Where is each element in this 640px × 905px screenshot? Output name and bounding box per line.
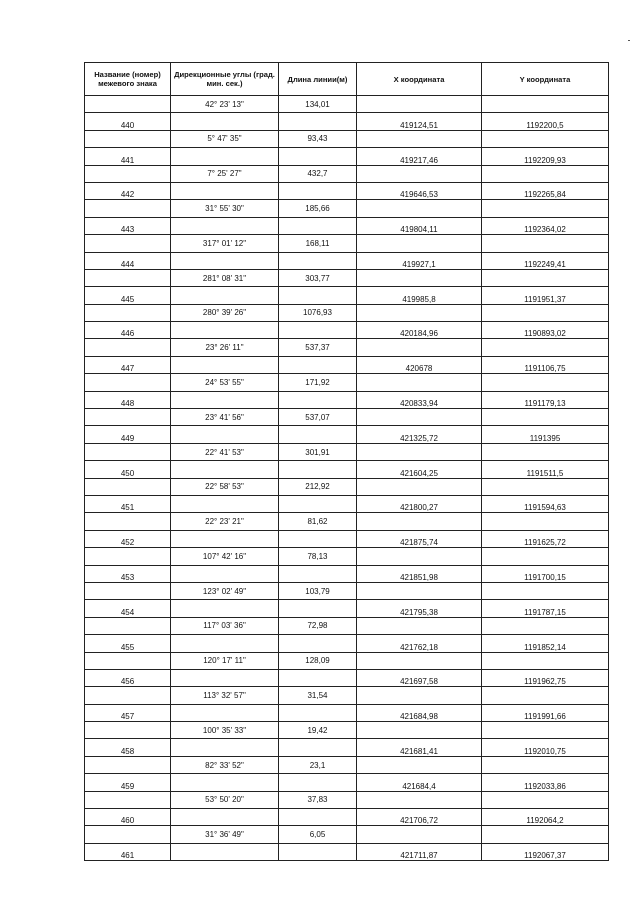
- point-name-cell: 456: [85, 669, 171, 686]
- point-name-cell: 452: [85, 530, 171, 547]
- point-name-cell: 458: [85, 739, 171, 756]
- line-length-cell: 23,1: [279, 756, 357, 773]
- empty-cell: [482, 200, 609, 217]
- point-name-cell: 459: [85, 774, 171, 791]
- empty-cell: [279, 322, 357, 339]
- header-x-coordinate: X координата: [357, 63, 482, 96]
- point-name-cell: 454: [85, 600, 171, 617]
- point-name-cell: 455: [85, 635, 171, 652]
- segment-row: [85, 235, 609, 252]
- direction-angle-cell: 100° 35' 33": [171, 722, 279, 739]
- empty-cell: [279, 356, 357, 373]
- x-coordinate-cell: 419124,51: [357, 113, 482, 130]
- empty-cell: [482, 756, 609, 773]
- empty-cell: [171, 843, 279, 860]
- empty-cell: [279, 461, 357, 478]
- x-coordinate-cell: 420184,96: [357, 322, 482, 339]
- empty-cell: [85, 687, 171, 704]
- empty-cell: [85, 478, 171, 495]
- empty-cell: [482, 826, 609, 843]
- empty-cell: [279, 704, 357, 721]
- direction-angle-cell: 31° 55' 30": [171, 200, 279, 217]
- table-body: [85, 96, 609, 861]
- y-coordinate-cell: 1191106,75: [482, 356, 609, 373]
- empty-cell: [482, 304, 609, 321]
- segment-row: [85, 443, 609, 460]
- segment-row: [85, 130, 609, 147]
- empty-cell: [482, 409, 609, 426]
- point-name-cell: 450: [85, 461, 171, 478]
- segment-row: [85, 513, 609, 530]
- empty-cell: [357, 617, 482, 634]
- direction-angle-cell: 22° 58' 53": [171, 478, 279, 495]
- point-name-cell: 449: [85, 426, 171, 443]
- empty-cell: [85, 548, 171, 565]
- x-coordinate-cell: 421681,41: [357, 739, 482, 756]
- point-row: [85, 774, 609, 791]
- y-coordinate-cell: 1192364,02: [482, 217, 609, 234]
- direction-angle-cell: 22° 41' 53": [171, 443, 279, 460]
- header-y-coordinate: Y координата: [482, 63, 609, 96]
- empty-cell: [85, 722, 171, 739]
- segment-row: [85, 374, 609, 391]
- empty-cell: [85, 165, 171, 182]
- y-coordinate-cell: 1191625,72: [482, 530, 609, 547]
- segment-row: [85, 687, 609, 704]
- line-length-cell: 103,79: [279, 582, 357, 599]
- empty-cell: [85, 96, 171, 113]
- point-name-cell: 453: [85, 565, 171, 582]
- x-coordinate-cell: 421711,87: [357, 843, 482, 860]
- empty-cell: [171, 669, 279, 686]
- empty-cell: [85, 304, 171, 321]
- direction-angle-cell: 113° 32' 57": [171, 687, 279, 704]
- point-name-cell: 457: [85, 704, 171, 721]
- point-row: [85, 669, 609, 686]
- point-row: [85, 287, 609, 304]
- point-name-cell: 442: [85, 182, 171, 199]
- empty-cell: [171, 148, 279, 165]
- empty-cell: [171, 356, 279, 373]
- empty-cell: [357, 200, 482, 217]
- segment-row: [85, 791, 609, 808]
- direction-angle-cell: 123° 02' 49": [171, 582, 279, 599]
- empty-cell: [357, 96, 482, 113]
- direction-angle-cell: 24° 53' 55": [171, 374, 279, 391]
- y-coordinate-cell: 1190893,02: [482, 322, 609, 339]
- empty-cell: [85, 130, 171, 147]
- point-name-cell: 445: [85, 287, 171, 304]
- empty-cell: [171, 739, 279, 756]
- y-coordinate-cell: 1191179,13: [482, 391, 609, 408]
- x-coordinate-cell: 420678: [357, 356, 482, 373]
- empty-cell: [279, 391, 357, 408]
- direction-angle-cell: 5° 47' 35": [171, 130, 279, 147]
- empty-cell: [482, 96, 609, 113]
- y-coordinate-cell: 1192200,5: [482, 113, 609, 130]
- empty-cell: [279, 635, 357, 652]
- x-coordinate-cell: 421706,72: [357, 809, 482, 826]
- empty-cell: [85, 200, 171, 217]
- empty-cell: [171, 426, 279, 443]
- x-coordinate-cell: 421795,38: [357, 600, 482, 617]
- empty-cell: [171, 600, 279, 617]
- point-row: [85, 565, 609, 582]
- line-length-cell: 537,37: [279, 339, 357, 356]
- empty-cell: [171, 495, 279, 512]
- point-row: [85, 530, 609, 547]
- point-row: [85, 252, 609, 269]
- point-row: [85, 635, 609, 652]
- empty-cell: [85, 791, 171, 808]
- x-coordinate-cell: 421851,98: [357, 565, 482, 582]
- empty-cell: [357, 339, 482, 356]
- empty-cell: [85, 443, 171, 460]
- empty-cell: [357, 409, 482, 426]
- segment-row: [85, 409, 609, 426]
- x-coordinate-cell: 421325,72: [357, 426, 482, 443]
- empty-cell: [357, 443, 482, 460]
- empty-cell: [482, 722, 609, 739]
- y-coordinate-cell: 1191962,75: [482, 669, 609, 686]
- header-direction-angle: Дирекционные углы (град. мин. сек.): [171, 63, 279, 96]
- empty-cell: [171, 391, 279, 408]
- empty-cell: [171, 461, 279, 478]
- empty-cell: [482, 269, 609, 286]
- empty-cell: [279, 774, 357, 791]
- direction-angle-cell: 31° 36' 49": [171, 826, 279, 843]
- empty-cell: [279, 565, 357, 582]
- empty-cell: [279, 148, 357, 165]
- line-length-cell: 6,05: [279, 826, 357, 843]
- direction-angle-cell: 120° 17' 11": [171, 652, 279, 669]
- y-coordinate-cell: 1191852,14: [482, 635, 609, 652]
- x-coordinate-cell: 421697,58: [357, 669, 482, 686]
- empty-cell: [85, 756, 171, 773]
- empty-cell: [279, 669, 357, 686]
- y-coordinate-cell: 1192209,93: [482, 148, 609, 165]
- point-row: [85, 739, 609, 756]
- x-coordinate-cell: 419985,8: [357, 287, 482, 304]
- empty-cell: [357, 826, 482, 843]
- margin-mark: [628, 40, 630, 41]
- point-row: [85, 809, 609, 826]
- point-name-cell: 460: [85, 809, 171, 826]
- y-coordinate-cell: 1191991,66: [482, 704, 609, 721]
- empty-cell: [279, 843, 357, 860]
- empty-cell: [482, 513, 609, 530]
- segment-row: [85, 617, 609, 634]
- point-name-cell: 446: [85, 322, 171, 339]
- empty-cell: [482, 548, 609, 565]
- line-length-cell: 168,11: [279, 235, 357, 252]
- empty-cell: [482, 339, 609, 356]
- empty-cell: [171, 252, 279, 269]
- coordinates-table: [84, 62, 609, 861]
- point-name-cell: 443: [85, 217, 171, 234]
- empty-cell: [85, 513, 171, 530]
- empty-cell: [482, 791, 609, 808]
- point-row: [85, 600, 609, 617]
- empty-cell: [357, 756, 482, 773]
- line-length-cell: 72,98: [279, 617, 357, 634]
- empty-cell: [482, 652, 609, 669]
- direction-angle-cell: 23° 41' 56": [171, 409, 279, 426]
- segment-row: [85, 200, 609, 217]
- point-row: [85, 426, 609, 443]
- x-coordinate-cell: 421762,18: [357, 635, 482, 652]
- empty-cell: [279, 287, 357, 304]
- direction-angle-cell: 117° 03' 36": [171, 617, 279, 634]
- y-coordinate-cell: 1192249,41: [482, 252, 609, 269]
- empty-cell: [171, 287, 279, 304]
- y-coordinate-cell: 1191787,15: [482, 600, 609, 617]
- x-coordinate-cell: 421800,27: [357, 495, 482, 512]
- point-row: [85, 495, 609, 512]
- y-coordinate-cell: 1191951,37: [482, 287, 609, 304]
- empty-cell: [85, 269, 171, 286]
- empty-cell: [482, 130, 609, 147]
- empty-cell: [85, 374, 171, 391]
- line-length-cell: 78,13: [279, 548, 357, 565]
- point-row: [85, 843, 609, 860]
- empty-cell: [279, 530, 357, 547]
- empty-cell: [85, 652, 171, 669]
- segment-row: [85, 339, 609, 356]
- empty-cell: [482, 478, 609, 495]
- x-coordinate-cell: 421604,25: [357, 461, 482, 478]
- empty-cell: [171, 635, 279, 652]
- segment-row: [85, 478, 609, 495]
- line-length-cell: 93,43: [279, 130, 357, 147]
- line-length-cell: 537,07: [279, 409, 357, 426]
- header-line-length: Длина линии(м): [279, 63, 357, 96]
- empty-cell: [357, 582, 482, 599]
- line-length-cell: 212,92: [279, 478, 357, 495]
- empty-cell: [357, 791, 482, 808]
- empty-cell: [482, 165, 609, 182]
- point-row: [85, 182, 609, 199]
- segment-row: [85, 756, 609, 773]
- y-coordinate-cell: 1191700,15: [482, 565, 609, 582]
- y-coordinate-cell: 1192033,86: [482, 774, 609, 791]
- point-row: [85, 148, 609, 165]
- segment-row: [85, 826, 609, 843]
- empty-cell: [171, 774, 279, 791]
- segment-row: [85, 165, 609, 182]
- x-coordinate-cell: 421875,74: [357, 530, 482, 547]
- line-length-cell: 171,92: [279, 374, 357, 391]
- empty-cell: [171, 322, 279, 339]
- direction-angle-cell: 53° 50' 20": [171, 791, 279, 808]
- empty-cell: [171, 217, 279, 234]
- line-length-cell: 1076,93: [279, 304, 357, 321]
- line-length-cell: 301,91: [279, 443, 357, 460]
- x-coordinate-cell: 419646,53: [357, 182, 482, 199]
- line-length-cell: 81,62: [279, 513, 357, 530]
- empty-cell: [357, 165, 482, 182]
- empty-cell: [357, 687, 482, 704]
- direction-angle-cell: 280° 39' 26": [171, 304, 279, 321]
- empty-cell: [279, 113, 357, 130]
- empty-cell: [357, 304, 482, 321]
- empty-cell: [85, 339, 171, 356]
- direction-angle-cell: 7° 25' 27": [171, 165, 279, 182]
- direction-angle-cell: 107° 42' 16": [171, 548, 279, 565]
- x-coordinate-cell: 421684,4: [357, 774, 482, 791]
- x-coordinate-cell: 419217,46: [357, 148, 482, 165]
- segment-row: [85, 304, 609, 321]
- x-coordinate-cell: 419927,1: [357, 252, 482, 269]
- empty-cell: [357, 513, 482, 530]
- y-coordinate-cell: 1192064,2: [482, 809, 609, 826]
- point-name-cell: 444: [85, 252, 171, 269]
- y-coordinate-cell: 1192067,37: [482, 843, 609, 860]
- empty-cell: [279, 739, 357, 756]
- y-coordinate-cell: 1191395: [482, 426, 609, 443]
- point-row: [85, 113, 609, 130]
- point-row: [85, 356, 609, 373]
- empty-cell: [85, 617, 171, 634]
- point-row: [85, 461, 609, 478]
- empty-cell: [279, 600, 357, 617]
- empty-cell: [357, 374, 482, 391]
- empty-cell: [279, 252, 357, 269]
- direction-angle-cell: 42° 23' 13": [171, 96, 279, 113]
- point-name-cell: 441: [85, 148, 171, 165]
- empty-cell: [279, 217, 357, 234]
- line-length-cell: 432,7: [279, 165, 357, 182]
- line-length-cell: 128,09: [279, 652, 357, 669]
- segment-row: [85, 96, 609, 113]
- empty-cell: [357, 722, 482, 739]
- line-length-cell: 303,77: [279, 269, 357, 286]
- empty-cell: [357, 652, 482, 669]
- empty-cell: [279, 809, 357, 826]
- empty-cell: [482, 582, 609, 599]
- point-row: [85, 704, 609, 721]
- line-length-cell: 31,54: [279, 687, 357, 704]
- empty-cell: [279, 495, 357, 512]
- point-row: [85, 391, 609, 408]
- empty-cell: [279, 182, 357, 199]
- segment-row: [85, 722, 609, 739]
- empty-cell: [482, 443, 609, 460]
- x-coordinate-cell: 419804,11: [357, 217, 482, 234]
- empty-cell: [171, 704, 279, 721]
- empty-cell: [171, 530, 279, 547]
- empty-cell: [85, 409, 171, 426]
- segment-row: [85, 269, 609, 286]
- point-name-cell: 440: [85, 113, 171, 130]
- empty-cell: [357, 235, 482, 252]
- point-name-cell: 447: [85, 356, 171, 373]
- direction-angle-cell: 82° 33' 52": [171, 756, 279, 773]
- segment-row: [85, 582, 609, 599]
- direction-angle-cell: 317° 01' 12": [171, 235, 279, 252]
- empty-cell: [85, 235, 171, 252]
- empty-cell: [279, 426, 357, 443]
- direction-angle-cell: 22° 23' 21": [171, 513, 279, 530]
- empty-cell: [357, 548, 482, 565]
- empty-cell: [482, 374, 609, 391]
- point-name-cell: 448: [85, 391, 171, 408]
- empty-cell: [357, 130, 482, 147]
- segment-row: [85, 652, 609, 669]
- empty-cell: [171, 113, 279, 130]
- segment-row: [85, 548, 609, 565]
- point-row: [85, 322, 609, 339]
- empty-cell: [357, 478, 482, 495]
- line-length-cell: 37,83: [279, 791, 357, 808]
- y-coordinate-cell: 1192010,75: [482, 739, 609, 756]
- direction-angle-cell: 281° 08' 31": [171, 269, 279, 286]
- table-header-row: [85, 63, 609, 96]
- x-coordinate-cell: 420833,94: [357, 391, 482, 408]
- empty-cell: [482, 617, 609, 634]
- y-coordinate-cell: 1192265,84: [482, 182, 609, 199]
- direction-angle-cell: 23° 26' 11": [171, 339, 279, 356]
- point-name-cell: 461: [85, 843, 171, 860]
- line-length-cell: 134,01: [279, 96, 357, 113]
- line-length-cell: 19,42: [279, 722, 357, 739]
- empty-cell: [482, 687, 609, 704]
- line-length-cell: 185,66: [279, 200, 357, 217]
- y-coordinate-cell: 1191594,63: [482, 495, 609, 512]
- empty-cell: [85, 826, 171, 843]
- empty-cell: [482, 235, 609, 252]
- empty-cell: [171, 809, 279, 826]
- point-name-cell: 451: [85, 495, 171, 512]
- empty-cell: [171, 182, 279, 199]
- empty-cell: [357, 269, 482, 286]
- point-row: [85, 217, 609, 234]
- empty-cell: [171, 565, 279, 582]
- header-point-name: Название (номер) межевого знака: [85, 63, 171, 96]
- y-coordinate-cell: 1191511,5: [482, 461, 609, 478]
- x-coordinate-cell: 421684,98: [357, 704, 482, 721]
- empty-cell: [85, 582, 171, 599]
